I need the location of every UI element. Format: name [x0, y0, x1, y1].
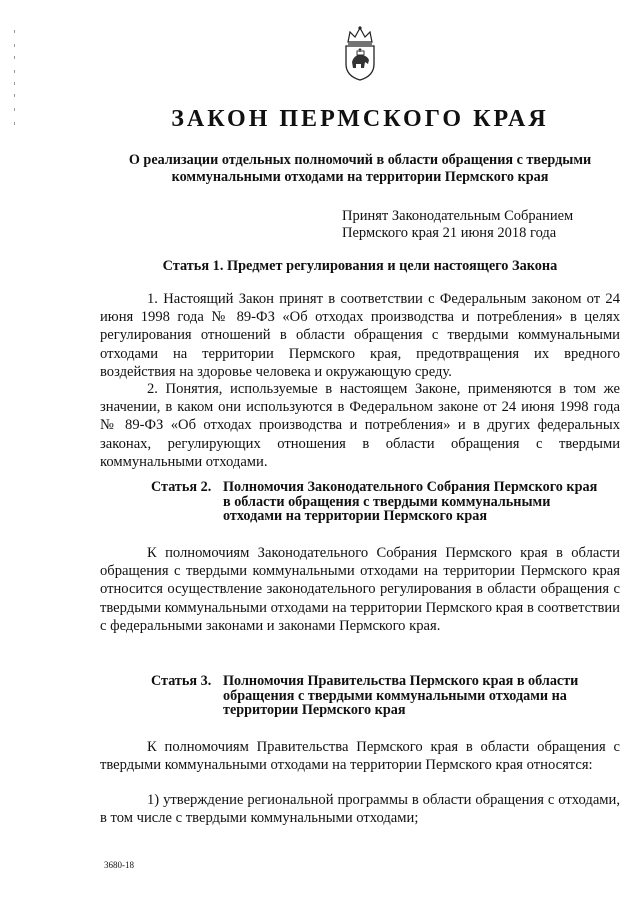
adoption-line-1: Принят Законодательным Собранием [342, 208, 574, 224]
article-3-paragraph: К полномочиям Правительства Пермского края в области обращения с твердыми коммунальными отходами на территории Пермского края относятся: [100, 739, 620, 774]
article-3-item-1: 1) утверждение региональной программы в области обращения с отходами, в том числе с твердыми коммунальными отходами; [100, 792, 620, 827]
article-3-title: Полномочия Правительства Пермского края в области обращения с твердыми коммунальными отходами на территории Пермского края [223, 673, 579, 718]
article-1-paragraph-2: 2. Понятия, используемые в настоящем Законе, применяются в том же значении, в каком они используются в Федеральном законе от 24 июня 1998 года № 89-ФЗ «Об отходах производства и потребления» и в других федеральных законах, регулирующих отношения в области обращения с твердыми коммунальными отходами. [100, 381, 620, 470]
law-subtitle: О реализации отдельных полномочий в области обращения с твердыми коммунальными отходами на территории Пермского края [128, 152, 592, 185]
article-2-paragraph: К полномочиям Законодательного Собрания Пермского края в области обращения с твердыми коммунальными отходами на территории Пермского края относится осуществление законодательного регулирования в области обращения с твердыми коммунальными отходами на территории Пермского края в соответствии с федеральными законами и законами Пермского края. [100, 545, 620, 634]
article-1-heading: Статья 1. Предмет регулирования и цели настоящего Закона [162, 258, 558, 274]
document-number: 3680-18 [104, 860, 134, 870]
adoption-line-2: Пермского края 21 июня 2018 года [342, 225, 557, 241]
perm-krai-coat-of-arms-icon [340, 24, 380, 82]
adoption-note [342, 208, 622, 242]
law-title: ЗАКОН ПЕРМСКОГО КРАЯ [171, 106, 549, 132]
article-1-paragraph-1: 1. Настоящий Закон принят в соответствии с Федеральным законом от 24 июня 1998 года № 89-ФЗ «Об отходах производства и потребления» в целях регулирования отношений в области обращения с твердыми коммунальными отходами на территории Пермского края, предотвращения их вредного воздействия на здоровье человека и окружающую среду. [100, 291, 620, 380]
article-2-title: Полномочия Законодательного Собрания Пермского края в области обращения с твердыми коммунальными отходами на территории Пермского края [223, 479, 598, 524]
article-3-number: Статья 3. [151, 673, 212, 689]
article-2-number: Статья 2. [151, 479, 212, 495]
